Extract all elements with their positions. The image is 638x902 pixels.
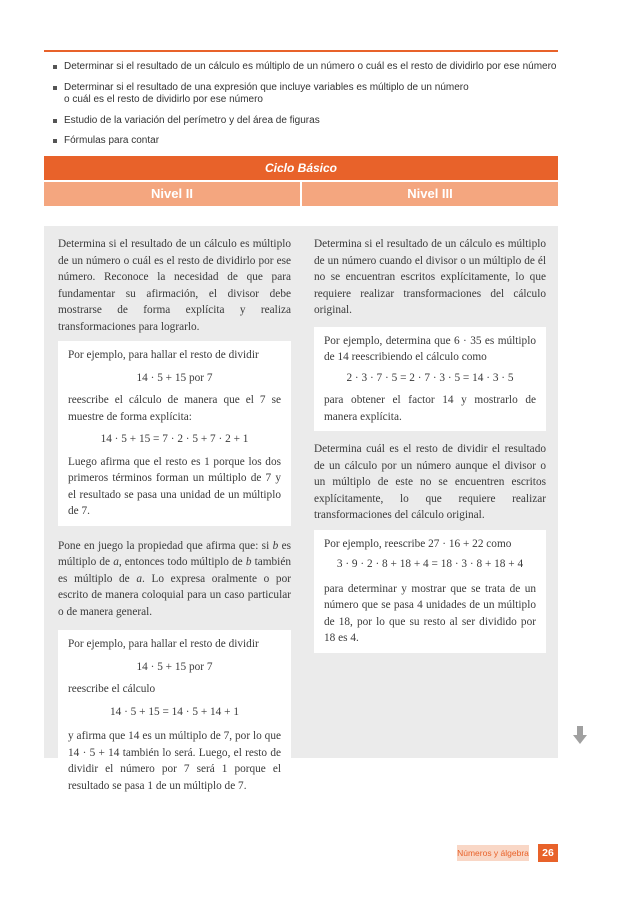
- example-equation: 3 · 9 · 2 · 8 + 18 + 4 = 18 · 3 · 8 + 18 + 4: [336, 558, 524, 570]
- nivel-ii-paragraph-2: Pone en juego la propiedad que afirma que: si b es múltiplo de a, entonces todo múltiplo de b también es múltiplo de a. Lo expresa oralmente o por escrito de manera coloquial para un caso particular o de manera general.: [58, 539, 291, 618]
- nivel-iii-column: [314, 236, 546, 653]
- example-intro: Por ejemplo, reescribe 27 · 16 + 22 como: [324, 537, 512, 550]
- nivel-ii-example-2: [58, 630, 291, 800]
- levels-panel: [44, 226, 558, 792]
- example-text: reescribe el cálculo: [68, 683, 156, 695]
- page-number: 26: [538, 844, 558, 862]
- example-equation: 14 · 5 + 15 = 14 · 5 + 14 + 1: [109, 705, 240, 718]
- objective-item-continuation: o cuál es el resto de dividirlo por ese número: [64, 94, 263, 105]
- nivel-iii-example-1: [314, 327, 546, 432]
- top-divider: [44, 50, 558, 52]
- example-conclusion: para obtener el factor 14 y mostrarlo de manera explícita.: [324, 394, 536, 423]
- example-intro: Por ejemplo, determina que 6 · 35 es múltiplo de 14 reescribiendo el cálculo como: [324, 334, 536, 363]
- nivel-iii-paragraph-1: Determina si el resultado de un cálculo es múltiplo de un número cuando el divisor o un múltiplo de él no se encuentran escritos explícitamente, lo que requiere realizar transformaciones del cálculo original.: [314, 238, 546, 316]
- nivel-iii-header: Nivel III: [302, 182, 558, 206]
- objective-item: Determinar si el resultado de un cálculo es múltiplo de un número o cuál es el resto de dividirlo por ese número: [52, 61, 562, 74]
- example-intro: Por ejemplo, para hallar el resto de dividir: [68, 638, 259, 650]
- nivel-ii-example-1: [58, 341, 291, 526]
- example-text: reescribe el cálculo de manera que el 7 se muestre de forma explícita:: [68, 394, 281, 423]
- nivel-iii-paragraph-2: Determina cuál es el resto de dividir el resultado de un cálculo por un número aunque el divisor o un múltiplo de este no se encuentren escritos explícitamente, lo que requiere realizar transformaciones del cálculo original.: [314, 443, 546, 521]
- objective-item: Estudio de la variación del perímetro y del área de figuras: [52, 115, 562, 128]
- ciclo-basico-header: Ciclo Básico: [44, 156, 558, 180]
- nivel-ii-column: [58, 236, 291, 800]
- example-conclusion: y afirma que 14 es un múltiplo de 7, por lo que 14 · 5 + 14 también lo será. Luego, el resto de dividir el número por 7 será 1 porque el resultado se pasa 1 de un múltiplo de 7.: [68, 730, 281, 792]
- nivel-ii-paragraph-1: Determina si el resultado de un cálculo es múltiplo de un número o cuál es el resto de dividirlo por ese número. Reconoce la necesidad de que para fundamentar su afirmación, el divisor debe mostrarse de forma explícita y realiza transformaciones para lograrlo.: [58, 238, 291, 333]
- nivel-iii-example-2: [314, 530, 546, 653]
- objective-item: Determinar si el resultado de una expresión que incluye variables es múltiplo de un número: [52, 82, 562, 95]
- objective-item: Fórmulas para contar: [52, 135, 562, 148]
- arrow-down-icon[interactable]: [573, 726, 587, 744]
- example-equation: 14 · 5 + 15 = 7 · 2 · 5 + 7 · 2 + 1: [100, 433, 249, 445]
- example-intro: Por ejemplo, para hallar el resto de dividir: [68, 349, 259, 361]
- section-label: Números y álgebra: [457, 845, 529, 861]
- example-conclusion: Luego afirma que el resto es 1 porque los dos primeros términos forman un múltiplo de 7 y el resultado se pasa una unidad de un múltiplo de 7.: [68, 455, 281, 517]
- example-equation: 14 · 5 + 15 por 7: [136, 660, 213, 673]
- example-conclusion: para determinar y mostrar que se trata de un número que se pasa 4 unidades de un múltiplo de 18, por lo que su resto al ser dividido por 18 es 4.: [324, 582, 536, 644]
- objectives-list: [52, 61, 562, 156]
- nivel-ii-header: Nivel II: [44, 182, 300, 206]
- example-equation: 2 · 3 · 7 · 5 = 2 · 7 · 3 · 5 = 14 · 3 · 5: [346, 371, 514, 384]
- example-equation: 14 · 5 + 15 por 7: [136, 371, 213, 384]
